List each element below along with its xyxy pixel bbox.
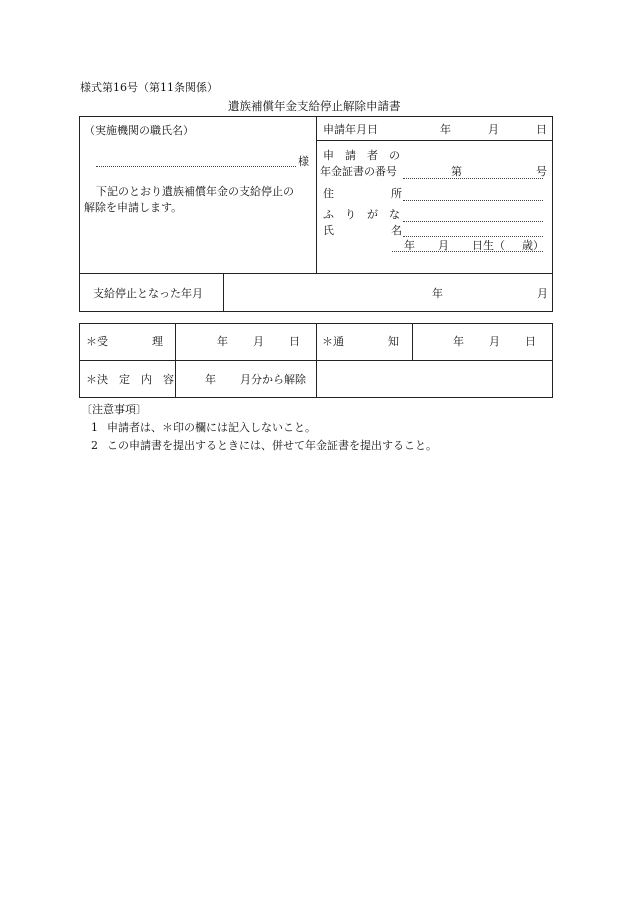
note-1-number: 1: [91, 421, 98, 434]
receipt-year-unit: 年: [217, 335, 228, 348]
request-text-line1: 下記のとおり遺族補償年金の支給停止の: [96, 185, 294, 198]
notice-day-unit: 日: [525, 335, 536, 348]
birth-month-unit: 月: [438, 239, 449, 252]
note-2-number: 2: [91, 439, 98, 452]
form-number: 様式第16号（第11条関係）: [80, 81, 218, 94]
address-field[interactable]: [403, 200, 543, 201]
note-1-text: 申請者は、＊印の欄には記入しないこと。: [107, 421, 316, 434]
address-label-sho: 所: [391, 187, 402, 200]
form-title: 遺族補償年金支給停止解除申請書: [228, 99, 401, 113]
birth-year-unit: 年: [404, 239, 415, 252]
request-text-line2: 解除を申請します。: [84, 201, 183, 214]
applicant-label: 申 請 者 の: [323, 149, 400, 162]
application-day-unit: 日: [536, 123, 547, 136]
application-date-label: 申請年月日: [323, 123, 378, 136]
suspension-month-label: 支給停止となった年月: [93, 287, 203, 300]
office-col-divider-2: [316, 323, 317, 398]
receipt-day-unit: 日: [289, 335, 300, 348]
application-year-unit: 年: [440, 123, 451, 136]
suspension-row-divider: [79, 273, 553, 274]
office-col-divider-1: [175, 323, 176, 398]
notice-year-unit: 年: [453, 335, 464, 348]
certificate-number-label: 年金証書の番号: [320, 165, 397, 178]
office-col-divider-3: [412, 323, 413, 360]
age-unit: 歳）: [522, 239, 544, 252]
decision-label: ＊決 定 内 容: [86, 373, 174, 386]
agency-name-label: （実施機関の職氏名）: [84, 124, 194, 137]
name-label-mei: 名: [391, 224, 402, 237]
receipt-label: ＊受 理: [86, 335, 163, 348]
note-2-text: この申請書を提出するときには、併せて年金証書を提出すること。: [107, 439, 437, 452]
certificate-go: 号: [536, 165, 547, 178]
suspension-year-unit: 年: [432, 287, 443, 300]
name-label-shi: 氏: [323, 224, 334, 237]
notice-label: ＊通 知: [322, 335, 399, 348]
name-field[interactable]: [403, 236, 543, 237]
decision-text: 月分から解除: [240, 373, 306, 386]
receipt-month-unit: 月: [253, 335, 264, 348]
address-label-ju: 住: [323, 187, 334, 200]
decision-year-unit: 年: [205, 373, 216, 386]
furigana-field[interactable]: [403, 221, 543, 222]
certificate-number-field[interactable]: [403, 178, 543, 179]
birth-date-field[interactable]: [392, 251, 543, 252]
notes-heading: 〔注意事項〕: [81, 403, 147, 416]
birth-day-unit: 日生（: [472, 239, 505, 252]
furigana-label: ふ り が な: [323, 208, 400, 221]
date-row-divider: [316, 140, 553, 141]
application-month-unit: 月: [488, 123, 499, 136]
suspension-column-divider: [223, 273, 224, 312]
agency-name-field[interactable]: [96, 166, 296, 167]
certificate-dai: 第: [451, 165, 462, 178]
suspension-month-unit: 月: [537, 287, 548, 300]
honorific-sama: 様: [298, 155, 309, 168]
notice-month-unit: 月: [489, 335, 500, 348]
